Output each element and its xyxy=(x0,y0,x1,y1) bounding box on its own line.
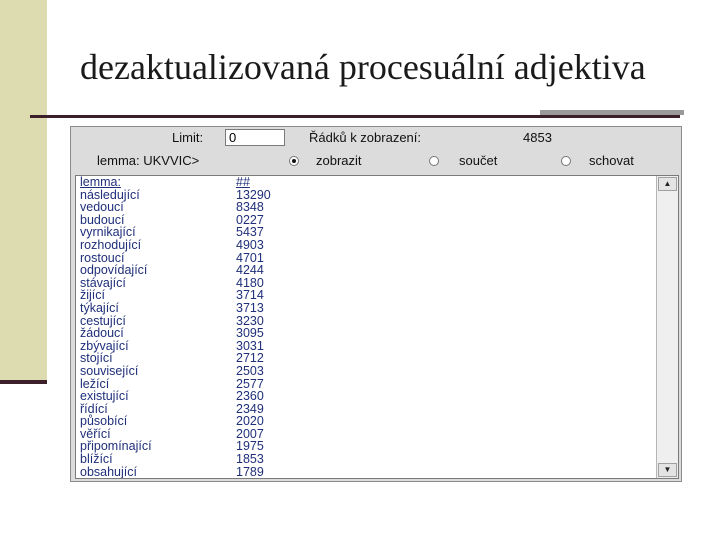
limit-input[interactable] xyxy=(225,129,285,146)
lemma-cell: rostoucí xyxy=(80,250,125,265)
lemma-label: lemma: UKVVIC> xyxy=(97,153,200,168)
lemma-cell: existující xyxy=(80,389,129,404)
count-cell: 5437 xyxy=(236,225,264,240)
radio-soucet[interactable] xyxy=(429,156,439,166)
table-row[interactable] xyxy=(78,327,656,340)
lemma-cell: žijící xyxy=(80,288,105,303)
title-rule xyxy=(30,115,680,118)
count-cell: 4244 xyxy=(236,263,264,278)
lemma-cell: připomínající xyxy=(80,439,152,454)
table-row[interactable] xyxy=(78,390,656,403)
header-count[interactable]: ## xyxy=(236,175,250,189)
table-row[interactable] xyxy=(78,315,656,328)
lemma-cell: týkající xyxy=(80,300,119,315)
count-cell: 2007 xyxy=(236,426,264,441)
radio-zobrazit-label: zobrazit xyxy=(316,153,362,168)
vertical-scrollbar[interactable] xyxy=(656,176,678,478)
table-row[interactable] xyxy=(78,302,656,315)
count-cell: 8348 xyxy=(236,200,264,215)
limit-label: Limit: xyxy=(172,130,204,145)
lemma-row xyxy=(71,149,681,173)
count-cell: 3095 xyxy=(236,326,264,341)
count-cell: 3031 xyxy=(236,338,264,353)
lemma-cell: zbývající xyxy=(80,338,129,353)
lemma-cell: působící xyxy=(80,414,128,429)
radio-zobrazit[interactable] xyxy=(289,156,299,166)
lemma-cell: ležící xyxy=(80,376,110,391)
table-row[interactable] xyxy=(78,226,656,239)
results-header xyxy=(78,176,656,189)
count-cell: 2712 xyxy=(236,351,264,366)
count-cell: 4180 xyxy=(236,275,264,290)
limit-row xyxy=(71,127,681,149)
results-rows xyxy=(78,176,656,478)
lemma-cell: budoucí xyxy=(80,212,125,227)
table-row[interactable] xyxy=(78,453,656,466)
slide-title: dezaktualizovaná procesuální adjektiva xyxy=(80,47,646,87)
table-row[interactable] xyxy=(78,403,656,416)
table-row[interactable] xyxy=(78,264,656,277)
lemma-cell: vedoucí xyxy=(80,200,124,215)
table-row[interactable] xyxy=(78,440,656,453)
table-row[interactable] xyxy=(78,340,656,353)
lemma-cell: rozhodující xyxy=(80,237,142,252)
lemma-cell: řídící xyxy=(80,401,108,416)
count-cell: 1853 xyxy=(236,452,264,467)
count-cell: 1789 xyxy=(236,464,264,479)
lemma-cell: odpovídající xyxy=(80,263,148,278)
table-row[interactable] xyxy=(78,352,656,365)
results-list[interactable] xyxy=(75,175,679,479)
lemma-cell: věřící xyxy=(80,426,111,441)
lemma-cell: vyrnikající xyxy=(80,225,136,240)
count-cell: 2020 xyxy=(236,414,264,429)
radio-soucet-label: součet xyxy=(459,153,498,168)
table-row[interactable] xyxy=(78,214,656,227)
table-row[interactable] xyxy=(78,378,656,391)
count-cell: 4903 xyxy=(236,237,264,252)
lemma-cell: blížící xyxy=(80,452,113,467)
header-lemma[interactable]: lemma: xyxy=(80,175,121,189)
rows-count: 4853 xyxy=(523,130,552,145)
count-cell: 4701 xyxy=(236,250,264,265)
table-row[interactable] xyxy=(78,252,656,265)
scroll-down-arrow-icon[interactable]: ▼ xyxy=(658,463,677,477)
scroll-up-arrow-icon[interactable]: ▲ xyxy=(658,177,677,191)
table-row[interactable] xyxy=(78,201,656,214)
count-cell: 3713 xyxy=(236,300,264,315)
slide-side-band xyxy=(0,0,47,382)
rows-label: Řádků k zobrazení: xyxy=(309,130,422,145)
slide-side-rule xyxy=(0,380,47,384)
table-row[interactable] xyxy=(78,466,656,479)
lemma-cell: související xyxy=(80,363,139,378)
query-panel xyxy=(70,126,682,482)
lemma-cell: žádoucí xyxy=(80,326,124,341)
lemma-cell: následující xyxy=(80,187,140,202)
radio-schovat[interactable] xyxy=(561,156,571,166)
lemma-cell: obsahující xyxy=(80,464,137,479)
table-row[interactable] xyxy=(78,415,656,428)
table-row[interactable] xyxy=(78,189,656,202)
count-cell: 2577 xyxy=(236,376,264,391)
count-cell: 13290 xyxy=(236,187,271,202)
table-row[interactable] xyxy=(78,365,656,378)
lemma-cell: stojící xyxy=(80,351,113,366)
table-row[interactable] xyxy=(78,289,656,302)
count-cell: 2349 xyxy=(236,401,264,416)
count-cell: 2503 xyxy=(236,363,264,378)
lemma-cell: stávající xyxy=(80,275,126,290)
count-cell: 3230 xyxy=(236,313,264,328)
count-cell: 2360 xyxy=(236,389,264,404)
table-row[interactable] xyxy=(78,428,656,441)
count-cell: 3714 xyxy=(236,288,264,303)
table-row[interactable] xyxy=(78,277,656,290)
radio-schovat-label: schovat xyxy=(589,153,634,168)
table-row[interactable] xyxy=(78,239,656,252)
lemma-cell: cestující xyxy=(80,313,126,328)
count-cell: 1975 xyxy=(236,439,264,454)
count-cell: 0227 xyxy=(236,212,264,227)
